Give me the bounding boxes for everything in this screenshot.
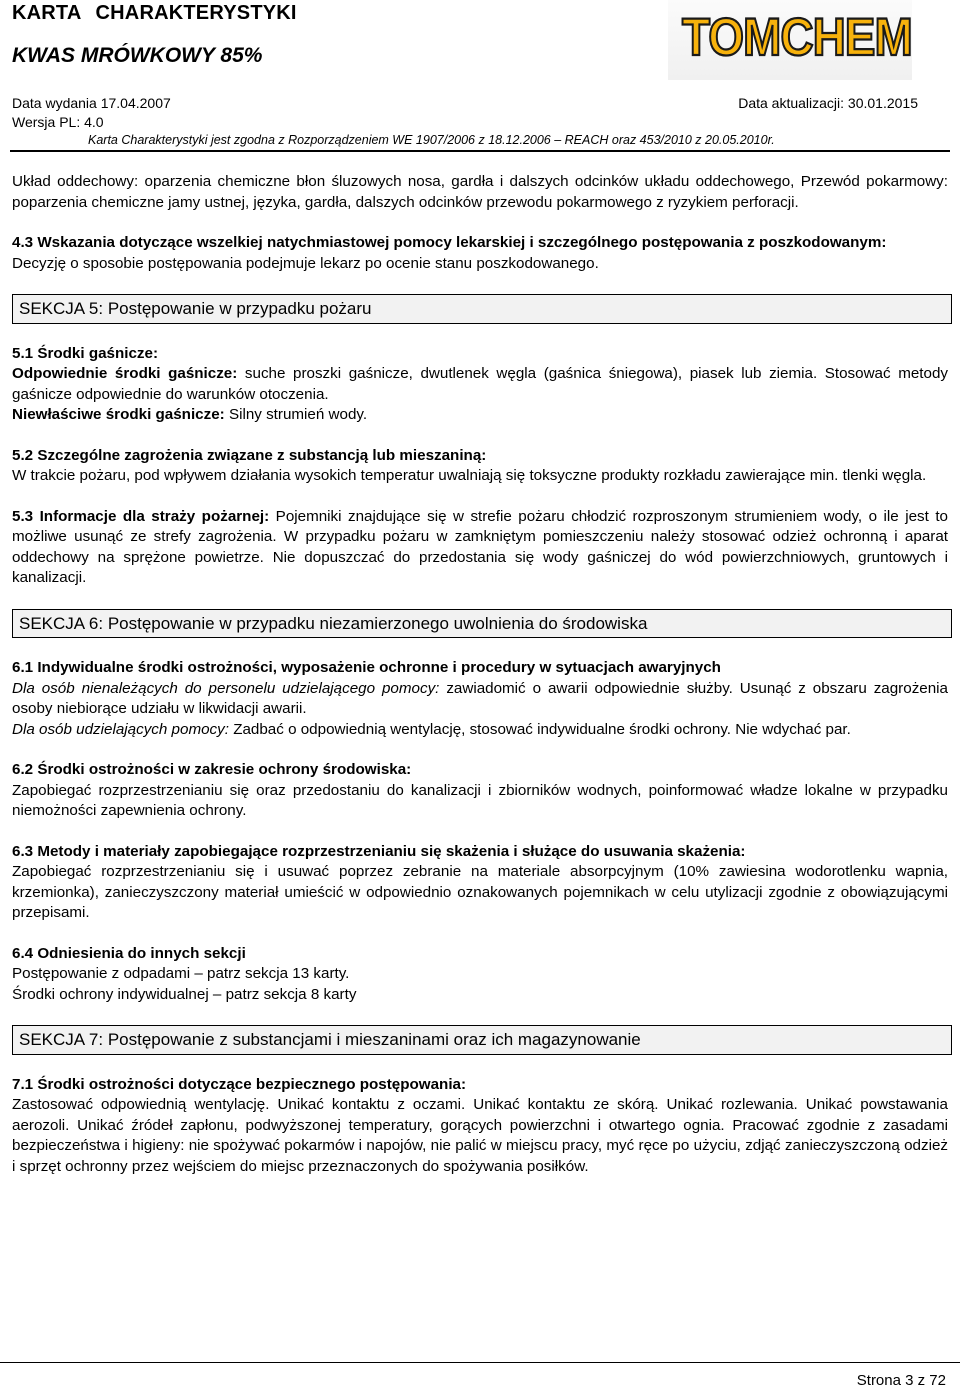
emergency-responders-text: Zadbać o odpowiednią wentylację, stosować indywidualne środki ochrony. Nie wdychać par. [228,720,851,738]
subsection-6-1-nonemergency [12,679,948,720]
section-5-heading: SEKCJA 5: Postępowanie w przypadku pożaru [12,294,952,324]
section-7-heading: SEKCJA 7: Postępowanie z substancjami i mieszaninami oraz ich magazynowanie [12,1025,952,1055]
subsection-5-3-heading: 5.3 Informacje dla straży pożarnej: [12,507,270,525]
subsection-5-2-text: W trakcie pożaru, pod wpływem działania wysokich temperatur uwalniają się toksyczne produkty rozkładu zawierające min. tlenki węgla. [12,467,927,484]
unsuitable-media-label: Niewłaściwe środki gaśnicze: [12,406,225,423]
title-word-karta: KARTA [12,2,82,24]
section4-symptoms-text: Układ oddechowy: oparzenia chemiczne błon śluzowych nosa, gardła i dalszych odcinków układu oddechowego, Przewód pokarmowy: poparzenia chemiczne jamy ustnej, języka, gardła, dalszych odcinków przewodu pokarmowego z ryzykiem perforacji. [12,173,948,211]
nonemergency-personnel-text: zawiadomić o awarii odpowiednie służby. Usunąć z obszaru zagrożenia osoby niebiorące udziału w likwidacji awarii. [12,679,948,717]
subsection-6-4-heading: 6.4 Odniesienia do innych sekcji [12,944,246,962]
subsection-5-1-heading: 5.1 Środki gaśnicze: [12,344,159,362]
document-type-title [12,2,297,25]
subsection-6-1-emergency [12,720,948,741]
subsection-6-3-heading: 6.3 Metody i materiały zapobiegające rozprzestrzenianiu się skażenia i służące do usuwania skażenia: [12,842,746,860]
subsection-6-4-waste-ref: Postępowanie z odpadami – patrz sekcja 13 karty. [12,965,350,982]
subsection-4-3-heading: 4.3 Wskazania dotyczące wszelkiej natychmiastowej pomocy lekarskiej i szczególnego postępowania z poszkodowanym: [12,234,887,251]
subsection-6-1-heading: 6.1 Indywidualne środki ostrożności, wyposażenie ochronne i procedury w sytuacjach awaryjnych [12,659,721,676]
product-name: KWAS MRÓWKOWY 85% [12,44,263,67]
page-number: Strona 3 z 72 [856,1372,946,1389]
suitable-media-label: Odpowiednie środki gaśnicze: [12,365,238,382]
subsection-6-4-ppe-ref: Środki ochrony indywidualnej – patrz sekcja 8 karty [12,985,357,1003]
subsection-7-1-text: Zastosować odpowiednią wentylację. Unikać kontaktu z oczami. Unikać kontaktu ze skórą. Unikać rozlewania. Unikać powstawania aerozoli. Unikać źródeł zapłonu, podwyższonej temperatury, gorących powierzchni i otwartego ognia. Pracować zgodnie z zasadami bezpieczeństwa i higieny: nie spożywać pokarmów i napojów, nie palić w miejscu pracy, myć ręce po użyciu, zdjąć zanieczyszczoną odzież i sprzęt ochronny przez wejściem do miejsc przeznaczonych do spożywania posiłków. [12,1096,948,1175]
subsection-5-3 [12,507,948,589]
regulation-compliance-note: Karta Charakterystyki jest zgodna z Rozporządzeniem WE 1907/2006 z 18.12.2006 – REACH oraz 453/2010 z 20.05.2010r. [88,133,775,147]
emergency-responders-label: Dla osób udzielających pomocy: [12,720,229,738]
subsection-6-3-text: Zapobiegać rozprzestrzenianiu się i usuwać poprzez zebranie na materiale absorpcyjnym (10% zawiesina wodorotlenku wapnia, krzemionka), zanieczyszczony materiał umieścić w odpowiednio oznakowanych pojemnikach w celu utylizacji zgodnie z obowiązującymi przepisami. [12,863,948,921]
subsection-6-2-text: Zapobiegać rozprzestrzenianiu się oraz przedostaniu do kanalizacji i zbiorników wodnych, poinformować władze lokalne w przypadku niemożności zapewnienia ochrony. [12,781,948,819]
subsection-5-1-unsuitable [12,405,948,426]
subsection-5-1-suitable [12,364,948,405]
footer-divider [0,1362,960,1363]
version-label: Wersja PL: 4.0 [12,114,104,130]
unsuitable-media-text: Silny strumień wody. [224,406,368,423]
update-date: Data aktualizacji: 30.01.2015 [738,95,918,111]
issue-date: Data wydania 17.04.2007 [12,95,171,111]
section-6-heading: SEKCJA 6: Postępowanie w przypadku niezamierzonego uwolnienia do środowiska [12,609,952,639]
header-divider [10,150,950,152]
company-logo-text: TOMCHEM [682,6,912,67]
nonemergency-personnel-label: Dla osób nienależących do personelu udzielającego pomocy: [12,679,440,697]
subsection-5-2-heading: 5.2 Szczególne zagrożenia związane z substancją lub mieszaniną: [12,446,487,464]
subsection-4-3-text: Decyzję o sposobie postępowania podejmuje lekarz po ocenie stanu poszkodowanego. [12,254,599,272]
suitable-media-text: suche proszki gaśnicze, dwutlenek węgla (gaśnica śniegowa), piasek lub ziemia. Stosować metody gaśnicze odpowiednie do warunków otoczenia. [12,365,948,403]
company-logo [668,0,912,80]
document-body [12,172,948,1177]
subsection-5-3-text: Pojemniki znajdujące się w strefie pożaru chłodzić rozproszonym strumieniem wody, o ile jest to możliwe usunąć ze strefy zagrożenia. W przypadku pożaru w zamkniętym pomieszczeniu należy stosować odzież ochronną i aparat oddechowy na sprężone powietrze. Nie dopuszczać do przedostania się wody gaśniczej do wód powierzchniowych, gruntowych i kanalizacji. [12,507,948,586]
subsection-7-1-heading: 7.1 Środki ostrożności dotyczące bezpiecznego postępowania: [12,1075,467,1093]
subsection-6-2-heading: 6.2 Środki ostrożności w zakresie ochrony środowiska: [12,761,412,778]
title-word-charakterystyki: CHARAKTERYSTYKI [95,2,297,24]
